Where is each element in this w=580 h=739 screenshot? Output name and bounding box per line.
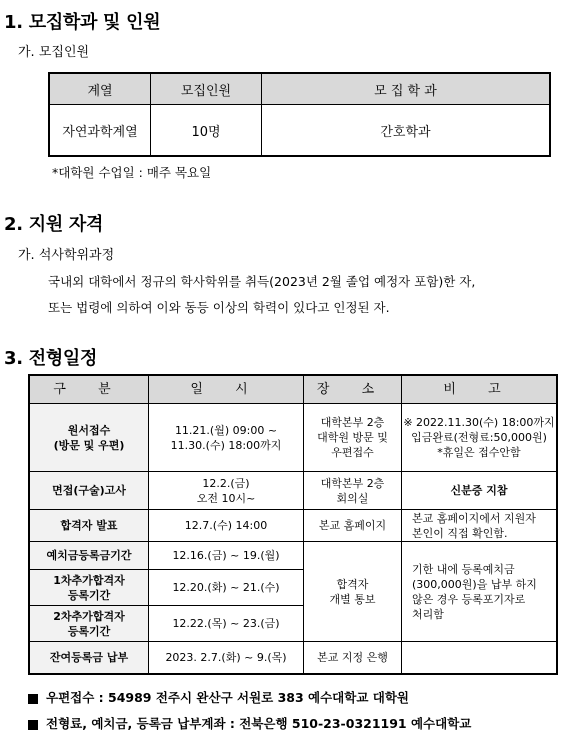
row-label: 면접(구술)고사 [29, 472, 149, 510]
row-label: 1차추가합격자 등록기간 [29, 570, 149, 606]
row-label: 2차추가합격자 등록기간 [29, 606, 149, 642]
row-date: 11.21.(월) 09:00 ~ 11.30.(수) 18:00까지 [149, 404, 304, 472]
row-label: 예치금등록금기간 [29, 542, 149, 570]
row-date: 12.2.(금) 오전 10시~ [149, 472, 304, 510]
col-header-department: 모 집 학 과 [262, 73, 551, 105]
footer-bank-account [28, 714, 471, 732]
cell-department: 간호학과 [262, 105, 551, 157]
footer-line1: 우편접수 : 54989 전주시 완산구 서원로 383 예수대학교 대학원 [46, 690, 409, 705]
col-header-remark: 비 고 [402, 375, 558, 404]
cell-field: 자연과학계열 [49, 105, 151, 157]
bullet-square-icon [28, 720, 38, 730]
schedule-row-interview [29, 472, 557, 510]
row-place: 본교 홈페이지 [304, 510, 402, 542]
row-label: 합격자 발표 [29, 510, 149, 542]
col-header-datetime: 일 시 [149, 375, 304, 404]
col-header-field: 계열 [49, 73, 151, 105]
qualification-line2: 또는 법령에 의하여 이와 동등 이상의 학력이 있다고 인정된 자. [48, 300, 390, 315]
row-remark-empty [402, 642, 558, 674]
row-date: 12.22.(목) ~ 23.(금) [149, 606, 304, 642]
row-label: 잔여등록금 납부 [29, 642, 149, 674]
bullet-square-icon [28, 694, 38, 704]
qualification-line1: 국내외 대학에서 정규의 학사학위를 취득(2023년 2월 졸업 예정자 포함)한 자, [48, 274, 476, 289]
row-place: 대학본부 2층 회의실 [304, 472, 402, 510]
section1-title: 1. 모집학과 및 인원 [4, 12, 161, 33]
merged-place-notify: 합격자 개별 통보 [304, 542, 402, 642]
cell-quota: 10명 [151, 105, 262, 157]
row-remark: 본교 홈페이지에서 지원자 본인이 직접 확인함. [402, 510, 558, 542]
row-place: 대학본부 2층 대학원 방문 및 우편접수 [304, 404, 402, 472]
row-place: 본교 지정 은행 [304, 642, 402, 674]
merged-remark-deposit: 기한 내에 등록예치금 (300,000원)을 납부 하지 않은 경우 등록포기자로 처리함 [402, 542, 558, 642]
section2-title: 2. 지원 자격 [4, 214, 104, 235]
recruitment-table [48, 72, 551, 157]
remark-fee: 입금완료(전형료:50,000원) [411, 431, 547, 444]
col-header-quota: 모집인원 [151, 73, 262, 105]
schedule-table [28, 374, 558, 675]
class-day-note: *대학원 수업일 : 매주 목요일 [52, 165, 212, 180]
col-header-category: 구 분 [29, 375, 149, 404]
schedule-row-announcement [29, 510, 557, 542]
row-date: 12.7.(수) 14:00 [149, 510, 304, 542]
footer-line2: 전형료, 예치금, 등록금 납부계좌 : 전북은행 510-23-0321191 예수대학교 [46, 716, 472, 731]
section2-subtitle: 가. 석사학위과정 [18, 248, 115, 263]
row-remark: 신분증 지참 [402, 472, 558, 510]
remark-holiday: *휴일은 접수안함 [437, 446, 521, 459]
col-header-place: 장 소 [304, 375, 402, 404]
row-date: 2023. 2.7.(화) ~ 9.(목) [149, 642, 304, 674]
schedule-row-application [29, 404, 557, 472]
remark-deadline: ※ 2022.11.30(수) 18:00까지 [403, 416, 555, 429]
section1-subtitle: 가. 모집인원 [18, 45, 90, 60]
schedule-row-deposit [29, 542, 557, 570]
row-date: 12.16.(금) ~ 19.(월) [149, 542, 304, 570]
row-date: 12.20.(화) ~ 21.(수) [149, 570, 304, 606]
footer-mail-address [28, 688, 409, 706]
row-label: 원서접수 (방문 및 우편) [29, 404, 149, 472]
schedule-row-balance [29, 642, 557, 674]
section3-title: 3. 전형일정 [4, 348, 98, 369]
row-remark [402, 404, 558, 472]
